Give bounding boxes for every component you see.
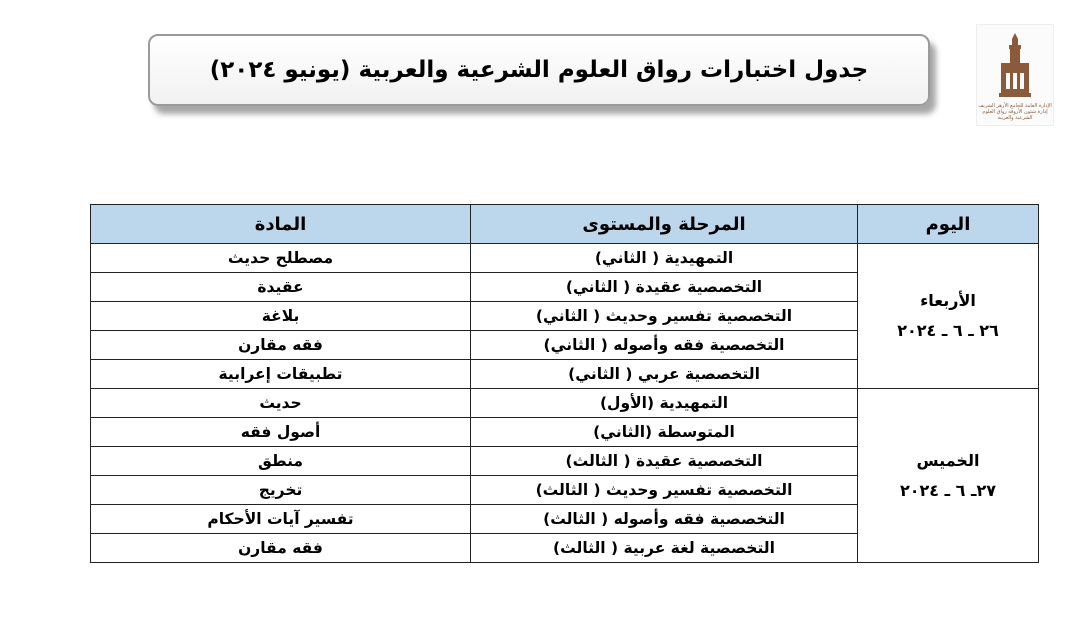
azhar-logo: [976, 24, 1054, 126]
stage-cell: التخصصية لغة عربية ( الثالث): [471, 534, 858, 563]
day-date: ٢٧ـ ٦ ـ ٢٠٢٤: [899, 480, 996, 500]
table-row: [91, 244, 1039, 273]
page-title: جدول اختبارات رواق العلوم الشرعية والعربية (يونيو ٢٠٢٤): [209, 57, 869, 83]
subject-cell: أصول فقه: [91, 418, 471, 447]
subject-cell: حديث: [91, 389, 471, 418]
stage-cell: التخصصية عقيدة ( الثالث): [471, 447, 858, 476]
logo-emblem-icon: [997, 31, 1033, 101]
day-cell-wednesday: [858, 244, 1039, 389]
stage-cell: المتوسطة (الثاني): [471, 418, 858, 447]
stage-cell: التخصصية عقيدة ( الثاني): [471, 273, 858, 302]
header-day: اليوم: [858, 205, 1039, 244]
stage-cell: التخصصية تفسير وحديث ( الثالث): [471, 476, 858, 505]
stage-cell: التمهيدية (الأول): [471, 389, 858, 418]
subject-cell: فقه مقارن: [91, 331, 471, 360]
header-subject: المادة: [91, 205, 471, 244]
stage-cell: التخصصية عربي ( الثاني): [471, 360, 858, 389]
stage-cell: التخصصية تفسير وحديث ( الثاني): [471, 302, 858, 331]
table-header-row: [91, 205, 1039, 244]
header-stage: المرحلة والمستوى: [471, 205, 858, 244]
stage-cell: التخصصية فقه وأصوله ( الثاني): [471, 331, 858, 360]
day-date: ٢٦ ـ ٦ ـ ٢٠٢٤: [897, 321, 999, 340]
day-name: الأربعاء: [920, 291, 976, 310]
subject-cell: تخريج: [91, 476, 471, 505]
exam-schedule-table: [90, 204, 1039, 563]
stage-cell: التخصصية فقه وأصوله ( الثالث): [471, 505, 858, 534]
subject-cell: تطبيقات إعرابية: [91, 360, 471, 389]
subject-cell: عقيدة: [91, 273, 471, 302]
title-banner: [148, 34, 930, 106]
subject-cell: منطق: [91, 447, 471, 476]
logo-caption: الإدارة العامة للجامع الأزهر الشريف إدارة شئون الأروقة رواق العلوم الشرعية والعربية: [978, 103, 1052, 121]
day-name: الخميس: [916, 450, 980, 470]
subject-cell: فقه مقارن: [91, 534, 471, 563]
table-row: [91, 389, 1039, 418]
subject-cell: بلاغة: [91, 302, 471, 331]
subject-cell: تفسير آيات الأحكام: [91, 505, 471, 534]
subject-cell: مصطلح حديث: [91, 244, 471, 273]
stage-cell: التمهيدية ( الثاني): [471, 244, 858, 273]
day-cell-thursday: [858, 389, 1039, 563]
